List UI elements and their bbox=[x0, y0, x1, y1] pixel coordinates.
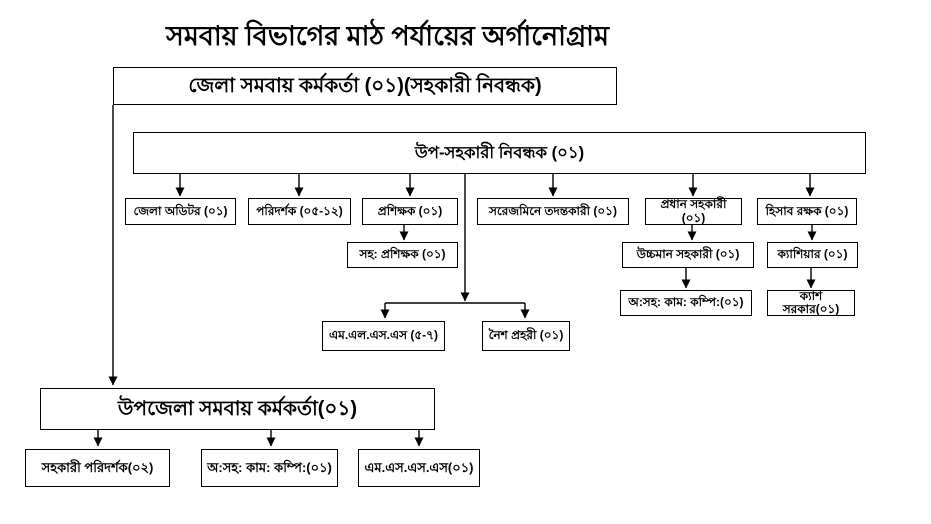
org-node-assistant-inspector: সহকারী পরিদর্শক(০২) bbox=[25, 449, 170, 487]
org-node-onsite-investigator: সরেজমিনে তদন্তকারী (০১) bbox=[477, 198, 629, 225]
org-node-office-assistant-cum-computer-lower: অ:সহ: কাম: কম্পি:(০১) bbox=[201, 449, 338, 487]
org-node-upazila-cooperative-officer: উপজেলা সমবায় কর্মকর্তা(০১) bbox=[40, 388, 435, 430]
org-node-deputy-assistant-registrar: উপ-সহকারী নিবন্ধক (০১) bbox=[133, 132, 866, 174]
org-node-district-auditor: জেলা অডিটর (০১) bbox=[125, 198, 236, 225]
org-node-cash-sarkar: ক্যাশ সরকার(০১) bbox=[767, 290, 855, 316]
org-node-office-assistant-cum-computer-upper: অ:সহ: কাম: কম্পি:(০১) bbox=[620, 290, 752, 316]
org-node-head-assistant: প্রধান সহকারী (০১) bbox=[645, 198, 742, 225]
org-node-accounts-keeper: হিসাব রক্ষক (০১) bbox=[757, 198, 857, 225]
org-node-higher-grade-assistant: উচ্চমান সহকারী (০১) bbox=[622, 242, 754, 268]
org-node-inspector: পরিদর্শক (০৫-১২) bbox=[248, 198, 351, 225]
org-node-assistant-trainer: সহ: প্রশিক্ষক (০১) bbox=[347, 242, 458, 268]
org-node-cashier: ক্যাশিয়ার (০১) bbox=[767, 242, 858, 268]
org-node-night-guard: নৈশ প্রহরী (০১) bbox=[482, 321, 570, 351]
org-node-mlss: এম.এল.এস.এস (৫-৭) bbox=[322, 321, 445, 351]
diagram-title: সমবায় বিভাগের মাঠ পর্যায়ের অর্গানোগ্রাম bbox=[165, 21, 609, 51]
org-node-msss: এম.এস.এস.এস(০১) bbox=[358, 449, 480, 487]
org-node-district-cooperative-officer: জেলা সমবায় কর্মকর্তা (০১)(সহকারী নিবন্ধক) bbox=[113, 67, 617, 105]
org-node-trainer: প্রশিক্ষক (০১) bbox=[362, 198, 458, 225]
